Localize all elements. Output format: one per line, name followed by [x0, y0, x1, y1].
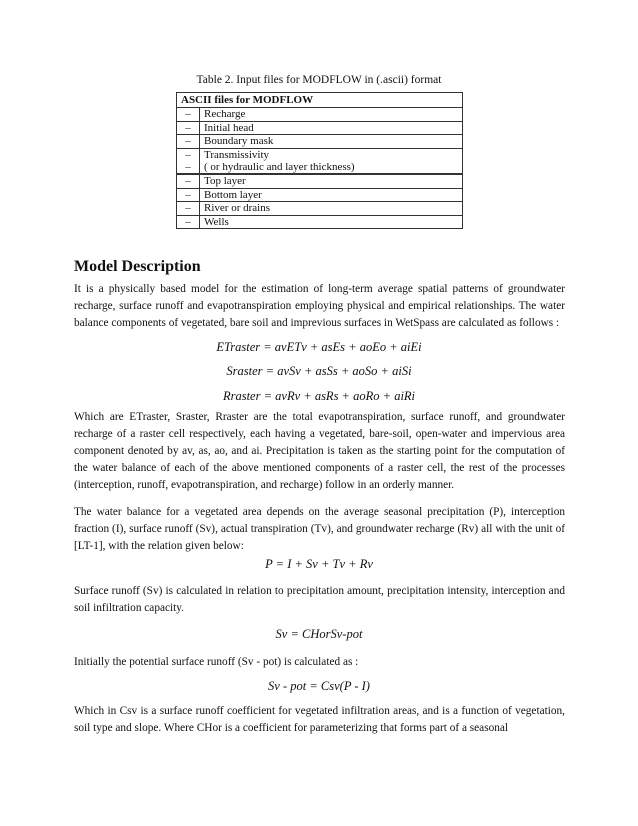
table-row	[177, 202, 463, 215]
list-dash: –	[177, 188, 200, 201]
equation-p: P = I + Sv + Tv + Rv	[265, 557, 373, 571]
table-row	[177, 161, 463, 174]
modflow-input-table	[176, 92, 463, 229]
paragraph-coefficient: Which in Csv is a surface runoff coefficient for vegetated infiltration areas, and is a function of vegetation, soil type and slope. Where CHor is a coefficient for parameterizing that forms part of a seasonal	[74, 705, 565, 735]
list-dash: –	[177, 174, 200, 188]
equation-r: Rraster = avRv + asRs + aoRo + aiRi	[222, 389, 416, 403]
table-cell: Bottom layer	[200, 188, 463, 201]
table-cell: Top layer	[200, 174, 463, 188]
table-row	[177, 174, 463, 188]
list-dash: –	[177, 108, 200, 121]
table-cell: ( or hydraulic and layer thickness)	[200, 161, 463, 174]
table-cell: Transmissivity	[200, 148, 463, 161]
list-dash: –	[177, 148, 200, 161]
table-cell: Boundary mask	[200, 135, 463, 148]
table-row	[177, 188, 463, 201]
table-caption: Table 2. Input files for MODFLOW in (.ascii) format	[196, 74, 442, 86]
paragraph-components: Which are ETraster, Sraster, Rraster are the total evapotranspiration, surface runoff, and groundwater recharge of a raster cell respectively, each having a vegetated, bare-soil, open-water and impervious area component denoted by av, as, ao, and ai. Precipitation is taken as the starting point for the computation of the water balance of each of the above mentioned components of a raster cell, the rest of the processes (interception, runoff, evapotranspiration, and recharge) follow in an orderly manner.	[74, 411, 565, 492]
table-row	[177, 135, 463, 148]
table-row	[177, 215, 463, 228]
equation-s: Sraster = avSv + asSs + aoSo + aiSi	[226, 364, 412, 378]
table-cell: Recharge	[200, 108, 463, 121]
paragraph-potential-runoff: Initially the potential surface runoff (Sv - pot) is calculated as :	[74, 656, 359, 669]
list-dash: –	[177, 121, 200, 134]
table-cell: Initial head	[200, 121, 463, 134]
paragraph-surface-runoff: Surface runoff (Sv) is calculated in relation to precipitation amount, precipitation intensity, interception and soil infiltration capacity.	[74, 585, 565, 615]
table-row	[177, 148, 463, 161]
list-dash: –	[177, 135, 200, 148]
list-dash: –	[177, 202, 200, 215]
table-cell: River or drains	[200, 202, 463, 215]
table-header: ASCII files for MODFLOW	[177, 93, 463, 108]
equation-pot: Sv - pot = Csv(P - I)	[268, 679, 370, 693]
table-header-row	[177, 93, 463, 108]
list-dash: –	[177, 215, 200, 228]
section-title: Model Description	[74, 258, 201, 275]
paragraph-water-balance: The water balance for a vegetated area depends on the average seasonal precipitation (P), interception fraction (I), surface runoff (Sv), actual transpiration (Tv), and groundwater recharge (Rv) all with the unit of [LT-1], with the relation given below:	[74, 506, 565, 553]
table-row	[177, 108, 463, 121]
equation-sv: Sv = CHorSv-pot	[275, 627, 363, 641]
list-dash: –	[177, 161, 200, 174]
table-row	[177, 121, 463, 134]
table-cell: Wells	[200, 215, 463, 228]
paragraph-intro: It is a physically based model for the estimation of long-term average spatial patterns of groundwater recharge, surface runoff and evapotranspiration employing physical and empirical relationships. The water balance components of vegetated, bare soil and imprevious surfaces in WetSpass are calculated as follows :	[74, 283, 565, 330]
equation-et: ETraster = avETv + asEs + aoEo + aiEi	[216, 340, 422, 354]
